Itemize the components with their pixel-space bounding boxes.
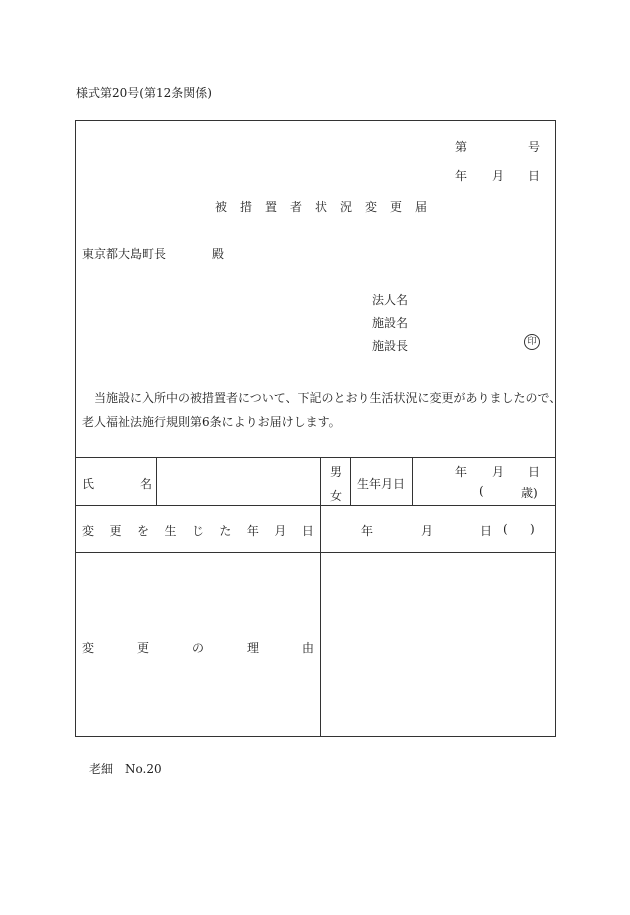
change-month-label: 月 xyxy=(421,524,434,538)
birth-day-label: 日 xyxy=(528,465,541,479)
footer-code: 老細 No.20 xyxy=(89,762,162,776)
change-paren-open: ( xyxy=(503,522,508,536)
name-label-2: 名 xyxy=(140,477,153,491)
change-reason-label: 変 更 の 理 由 xyxy=(82,641,314,655)
birth-year-label: 年 xyxy=(455,465,468,479)
facility-head-label: 施設長 xyxy=(372,339,409,353)
change-date-label: 変 更 を 生 じ た 年 月 日 xyxy=(82,524,314,538)
main-divider xyxy=(320,457,321,737)
body-line-2: 老人福祉法施行規則第6条によりお届けします。 xyxy=(82,415,341,429)
change-day-label: 日 xyxy=(480,524,493,538)
facility-name-label: 施設名 xyxy=(372,316,409,330)
body-line-1: 当施設に入所中の被措置者について、下記のとおり生活状況に変更がありましたので、 xyxy=(94,391,562,405)
seal-icon: 印 xyxy=(524,334,540,350)
date-year-label: 年 xyxy=(455,169,468,183)
birth-month-label: 月 xyxy=(492,465,505,479)
form-title: 被措置者状況変更届 xyxy=(215,200,441,214)
name-label-1: 氏 xyxy=(82,477,95,491)
sex-divider xyxy=(350,457,351,505)
date-day-label: 日 xyxy=(528,169,541,183)
date-month-label: 月 xyxy=(492,169,505,183)
birth-divider xyxy=(412,457,413,505)
table-top-rule xyxy=(75,457,556,458)
table-rule-2 xyxy=(75,505,556,506)
table-rule-3 xyxy=(75,552,556,553)
number-label-suffix: 号 xyxy=(528,140,541,154)
change-year-label: 年 xyxy=(361,524,374,538)
change-paren-close: ) xyxy=(530,522,535,536)
sex-female-label: 女 xyxy=(330,489,343,503)
sex-male-label: 男 xyxy=(330,465,343,479)
form-code: 様式第20号(第12条関係) xyxy=(76,86,212,100)
corp-name-label: 法人名 xyxy=(372,293,409,307)
addressee-honorific: 殿 xyxy=(212,247,225,261)
age-open-paren: ( xyxy=(479,484,484,498)
name-divider xyxy=(156,457,157,505)
birth-date-label: 生年月日 xyxy=(357,477,406,491)
addressee-name: 東京都大島町長 xyxy=(82,247,167,261)
age-unit-label: 歳) xyxy=(521,486,538,500)
number-label-prefix: 第 xyxy=(455,140,468,154)
